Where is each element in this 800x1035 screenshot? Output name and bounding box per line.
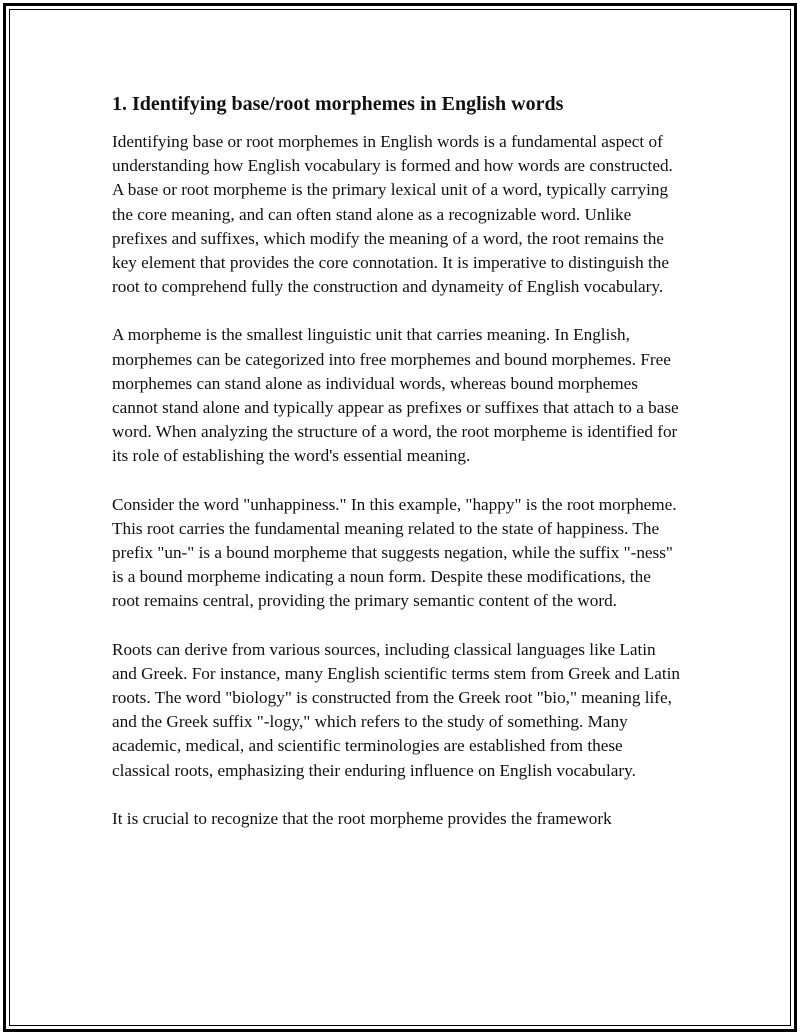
paragraph-classical-roots: Roots can derive from various sources, including classical languages like Latin and Greek. For instance, many English scientific terms stem from Greek and Latin roots. The word "biology" is constructed from the Greek root "bio," meaning life, and the Greek suffix "-logy," which refers to the study of something. Many academic, medical, and scientific terminologies are established from these classical roots, emphasizing their enduring influence on English vocabulary. xyxy=(112,639,680,780)
document-body xyxy=(112,90,682,831)
paragraph-framework: It is crucial to recognize that the root morpheme provides the framework xyxy=(112,808,612,828)
paragraph-unhappiness-example: Consider the word "unhappiness." In this example, "happy" is the root morpheme. This root carries the fundamental meaning related to the state of happiness. The prefix "un-" is a bound morpheme that suggests negation, while the suffix "-ness" is a bound morpheme indicating a noun form. Despite these modifications, the root remains central, providing the primary semantic content of the word. xyxy=(112,494,677,611)
paragraph-morpheme-definition: A morpheme is the smallest linguistic unit that carries meaning. In English, morphemes can be categorized into free morphemes and bound morphemes. Free morphemes can stand alone as individual words, whereas bound morphemes cannot stand alone and typically appear as prefixes or suffixes that attach to a base word. When analyzing the structure of a word, the root morpheme is identified for its role of establishing the word's essential meaning. xyxy=(112,325,679,466)
paragraph-root-morphemes-intro: Identifying base or root morphemes in English words is a fundamental aspect of understanding how English vocabulary is formed and how words are constructed. A base or root morpheme is the primary lexical unit of a word, typically carrying the core meaning, and can often stand alone as a recognizable word. Unlike prefixes and suffixes, which modify the meaning of a word, the root remains the key element that provides the core connotation. It is imperative to distinguish the root to comprehend fully the construction and dynameity of English vocabulary. xyxy=(112,132,673,297)
section-heading: 1. Identifying base/root morphemes in English words xyxy=(112,93,564,115)
